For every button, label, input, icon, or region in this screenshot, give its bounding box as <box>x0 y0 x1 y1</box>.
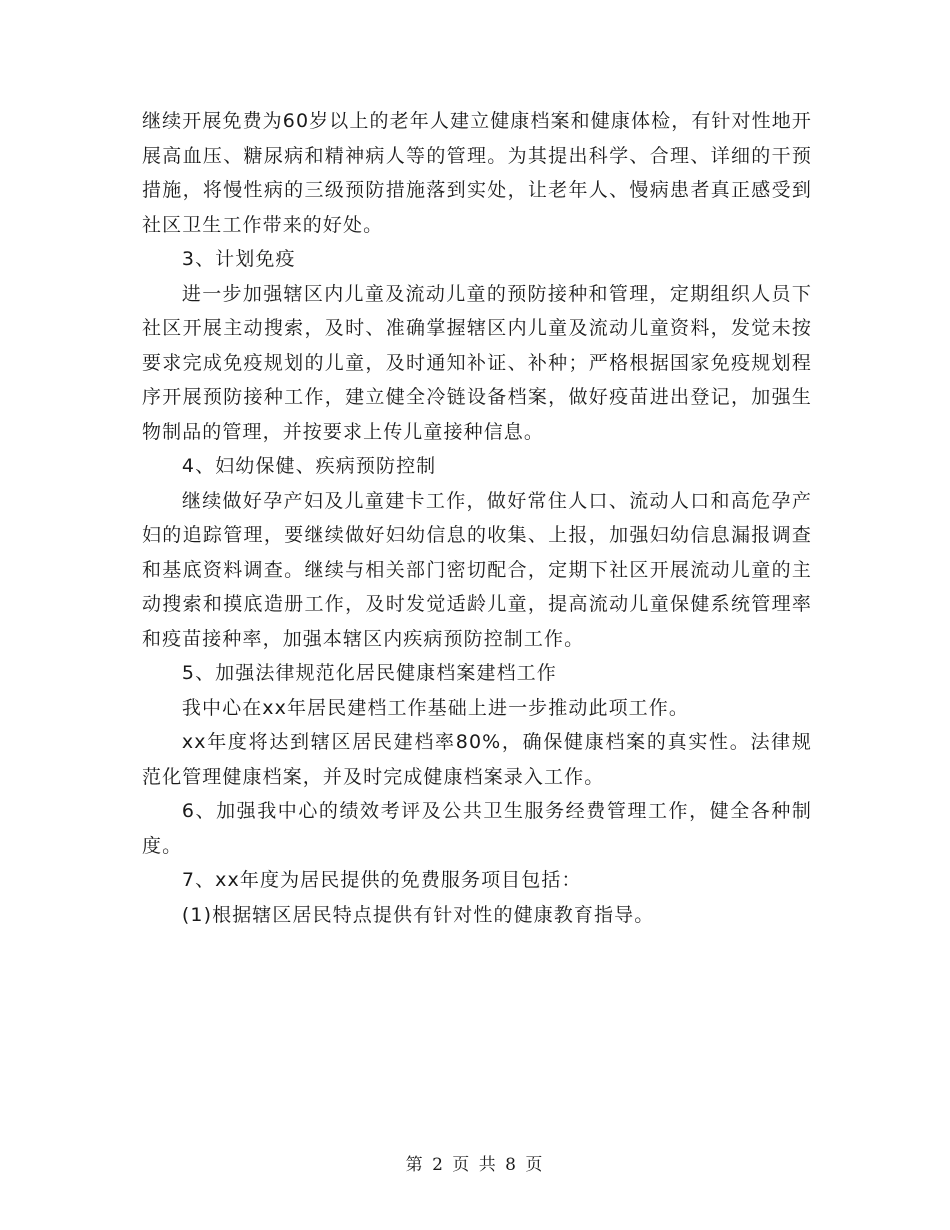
heading-immunization: 3、计划免疫 <box>181 248 296 270</box>
paragraph-performance-evaluation: 6、加强我中心的绩效考评及公共卫生服务经费管理工作，健全各种制度。 <box>142 800 812 857</box>
paragraph-health-records-2: xx年度将达到辖区居民建档率80%，确保健康档案的真实性。法律规范化管理健康档案，并及时完成健康档案录入工作。 <box>142 731 812 788</box>
heading-maternal-child-health: 4、妇幼保健、疾病预防控制 <box>181 455 437 477</box>
heading-free-services: 7、xx年度为居民提供的免费服务项目包括： <box>181 869 582 891</box>
heading-health-records: 5、加强法律规范化居民健康档案建档工作 <box>181 662 557 684</box>
document-body <box>142 104 812 932</box>
paragraph-health-records-1: 我中心在xx年居民建档工作基础上进一步推动此项工作。 <box>181 696 689 719</box>
paragraph-immunization: 进一步加强辖区内儿童及流动儿童的预防接种和管理，定期组织人员下社区开展主动搜索，及时、准确掌握辖区内儿童及流动儿童资料，发觉未按要求完成免疫规划的儿童，及时通知补证、补种；严格根据国家免疫规划程序开展预防接种工作，建立健全冷链设备档案，做好疫苗进出登记，加强生物制品的管理，并按要求上传儿童接种信息。 <box>142 282 812 443</box>
paragraph-elderly-health: 继续开展免费为60岁以上的老年人建立健康档案和健康体检，有针对性地开展高血压、糖尿病和精神病人等的管理。为其提出科学、合理、详细的干预措施，将慢性病的三级预防措施落到实处，让老年人、慢病患者真正感受到社区卫生工作带来的好处。 <box>142 110 812 236</box>
paragraph-maternal-child-health: 继续做好孕产妇及儿童建卡工作，做好常住人口、流动人口和高危孕产妇的追踪管理，要继续做好妇幼信息的收集、上报，加强妇幼信息漏报调查和基底资料调查。继续与相关部门密切配合，定期下社区开展流动儿童的主动搜索和摸底造册工作，及时发觉适龄儿童，提高流动儿童保健系统管理率和疫苗接种率，加强本辖区内疾病预防控制工作。 <box>142 489 812 650</box>
list-item-health-education: (1)根据辖区居民特点提供有针对性的健康教育指导。 <box>181 903 655 926</box>
page-number-footer: 第 2 页 共 8 页 <box>405 1155 545 1175</box>
